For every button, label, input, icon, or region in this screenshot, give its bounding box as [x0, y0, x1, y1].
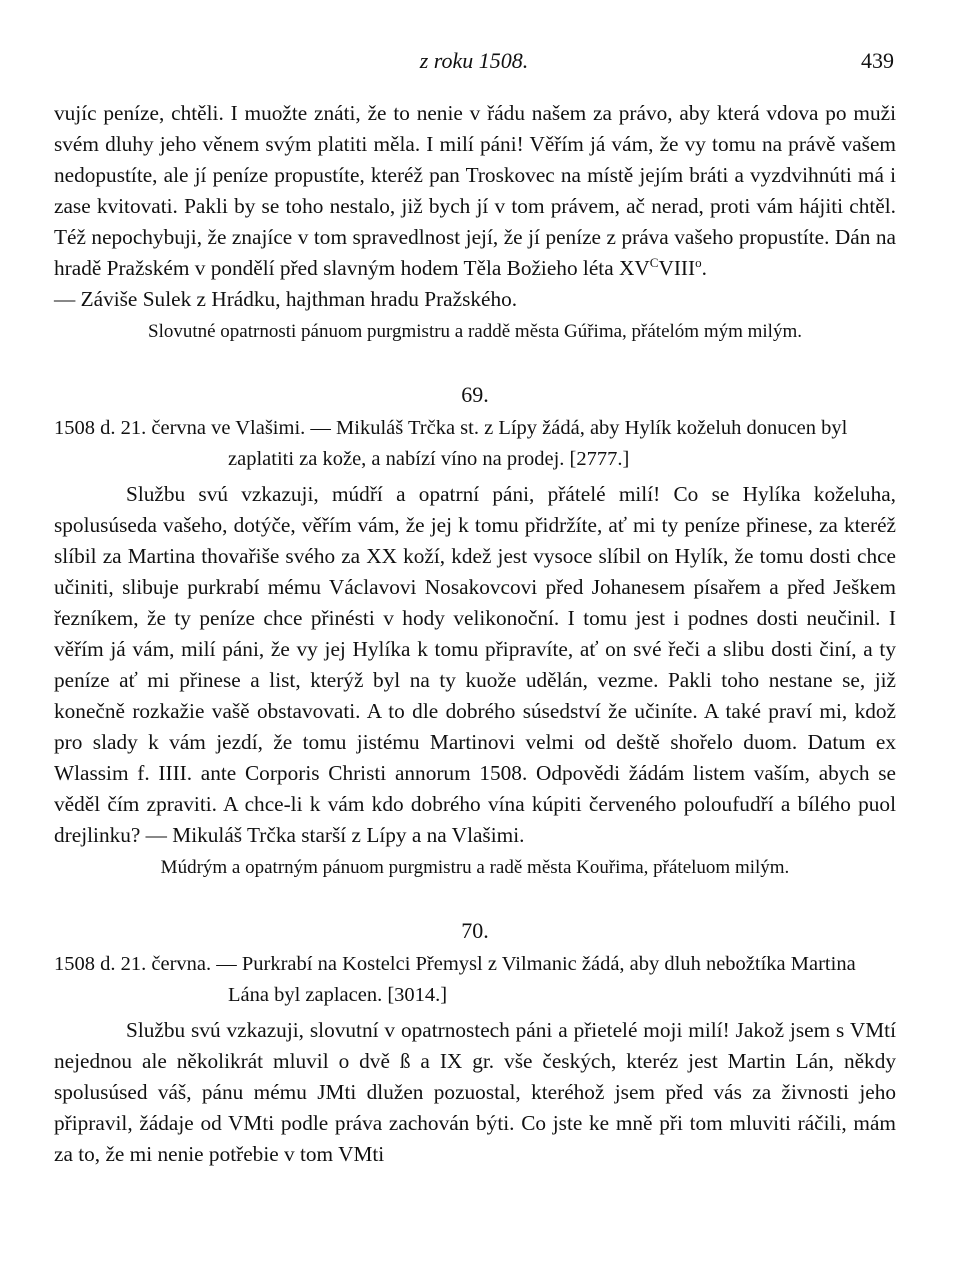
letter-text: Službu svú vzkazuji, múdří a opatrní páni, přátelé milí! Co se Hylíka koželuha, spolusúseda vašeho, dotýče, věřím vám, že jej k tomu přidržíte, ať mi ty peníze přinese, za kteréž slíbil za Martina thovařiše svého za XX koží, kdež jest vysoce slíbil on Hylík, že tomu dosti chce učiniti, slibuje purkrabí mému Václavovi Nosakovcovi před Johanesem písařem a před Ješkem řezníkem, že ty peníze chce přinésti v hody velikonoční. I tomu jest i podnes dosti neučinil. I věřím já vám, milí páni, že vy jej Hylíka k tomu připravíte, ať on své řeči a slibu dosti činí, a ty peníze ať mi přinese a list, kterýž byl na ty kuože udělán, vezme. Pakli toho nestane se, již konečně rozkažie vašě obstavovati. A to dle dobrého súsedství že učiníte. A také praví mi, kdož pro slady k vám jezdí, že tomu jistému Martinovi velmi od deště shořelo duom. Datum ex Wlassim f. IIII. ante Corporis Christi annorum 1508. Odpovědi žádám listem vaším, abych se věděl čím zpraviti. A chce-li k vám kdo dobrého vína kúpiti červeného poloufudří a bílého puol drejlinku? — Mikuláš Trčka starší z Lípy a na Vlašimi.: [54, 482, 896, 847]
address-line: Múdrým a opatrným pánuom purgmistru a radě města Kouřima, přáteluom milým.: [160, 857, 790, 878]
year-roman: VIII: [658, 256, 696, 280]
regest: [54, 949, 896, 1011]
regest-date: 1508 d. 21. června.: [54, 953, 212, 975]
year-superscript-o: o: [695, 254, 702, 270]
year-period: .: [701, 256, 707, 280]
letter-text: Službu svú vzkazuji, slovutní v opatrnostech páni a přietelé moji milí! Jakož jsem s VMtí nejednou ale několikrát mluvil o dvě ß a IX gr. vše českých, kteréz jest Martin Lán, někdy spolusúsed váš, pánu mému JMti dlužen pozuostal, kteréhož jsem před vás za živnosti jeho připravil, žádaje od VMti podle práva zachován býti. Co jste ke mně při tom mluviti ráčili, mám za to, že mi nenie potřebie v tom VMti: [54, 1018, 896, 1166]
continuation-text: vujíc peníze, chtěli. I muožte znáti, že to nenie v řádu našem za právo, aby která vdova po muži svém dluhy jeho věnem svým platiti měla. I milí páni! Věřím já vám, že vy tomu na právě vašem nedopustíte, ale jí peníze propustíte, kteréž pan Troskovec na místě jejím bráti a vyzdvihnúti má i zase kvitovati. Pakli by se toho nestalo, již bych jí v tom právem, ač nerad, proti vám hájiti chtěl. Též nepochybuji, že znajíce v tom spravedlnost její, že jí peníze z práva vašeho propustíte. Dán na hradě Pražském v pondělí před slavným hodem Těla Božieho léta XV: [54, 101, 896, 280]
regest-text: — Mikuláš Trčka st. z Lípy žádá, aby Hylík koželuh donucen byl zaplatiti za kože, a nabízí víno na prodej. [2777.]: [228, 417, 848, 470]
continuation-paragraph: [54, 98, 896, 284]
document-number: 70.: [461, 918, 489, 943]
address-line: Slovutné opatrnosti pánuom purgmistru a raddě města Gúřima, přátelóm mým milým.: [148, 321, 802, 342]
signature-line: — Záviše Sulek z Hrádku, hajthman hradu Pražského.: [54, 287, 518, 311]
year-superscript-c: C: [649, 254, 659, 270]
regest-text: — Purkrabí na Kostelci Přemysl z Vilmanic žádá, aby dluh nebožtíka Martina Lána byl zaplacen. [3014.]: [216, 953, 856, 1006]
running-title: z roku 1508.: [419, 48, 529, 73]
regest-date: 1508 d. 21. června ve Vlašimi.: [54, 417, 306, 439]
running-head: [54, 48, 894, 78]
regest: [54, 413, 896, 475]
document-number: 69.: [461, 382, 489, 407]
body-text: [54, 98, 896, 1170]
page-number: 439: [861, 48, 894, 73]
